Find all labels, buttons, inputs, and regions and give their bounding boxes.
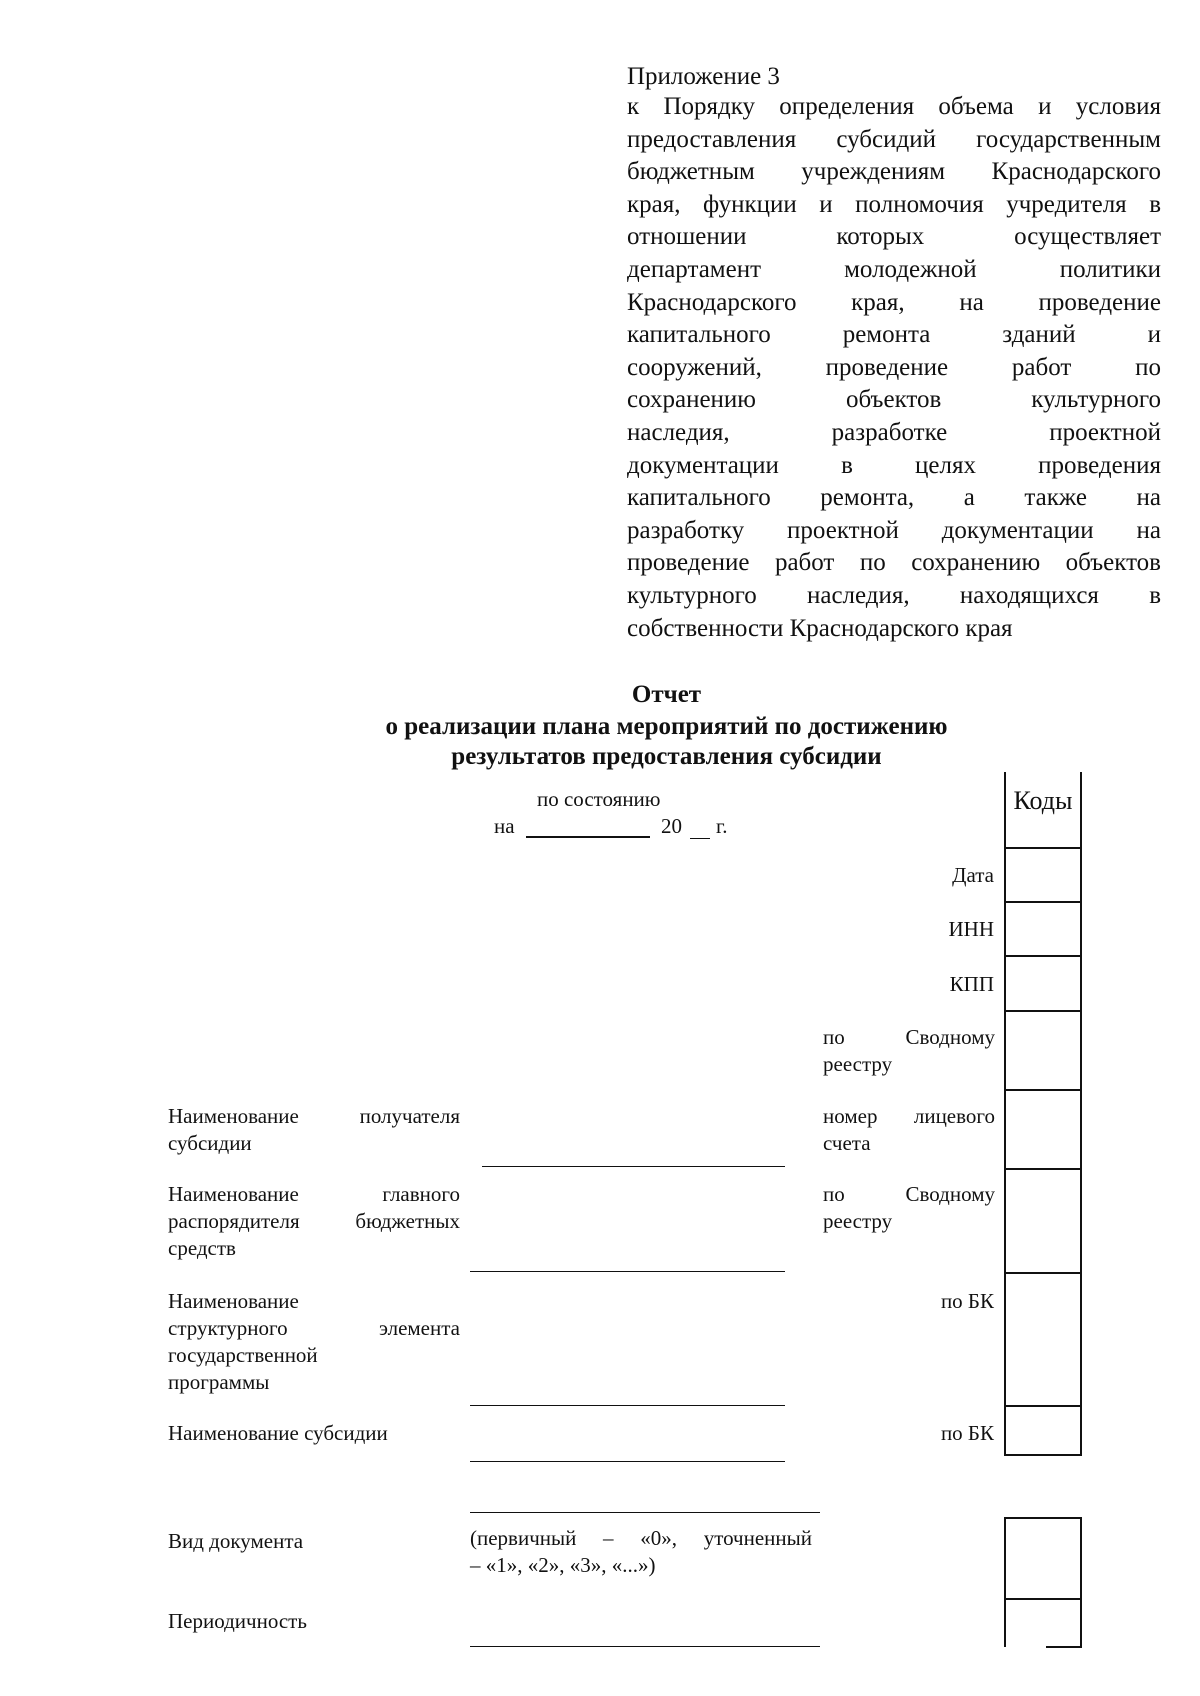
appendix-line: сохранению объектов культурного <box>627 386 1161 414</box>
kpp-code-label: КПП <box>949 972 994 996</box>
subsidy-label: Наименование субсидии <box>168 1421 388 1445</box>
periodicity-label: Периодичность <box>168 1609 307 1633</box>
structural-label-line4: программы <box>168 1370 270 1394</box>
codes-row-divider <box>1004 955 1082 957</box>
manager-label-line2: распорядителя бюджетных <box>168 1209 460 1233</box>
year-blank-line <box>690 838 710 839</box>
doc-codes-top <box>1004 1517 1082 1519</box>
appendix-line: культурного наследия, находящихся в <box>627 582 1161 609</box>
codes-row-divider <box>1004 1089 1082 1091</box>
bk-code-label: по БК <box>940 1289 994 1313</box>
year-suffix: г. <box>716 814 728 838</box>
doc-type-label: Вид документа <box>168 1529 304 1553</box>
registry2-code-label-line1: по Сводному <box>823 1182 995 1206</box>
bk2-code-label: по БК <box>940 1421 994 1445</box>
structural-element-label <box>168 1288 460 1396</box>
account-code-label-line1: номер лицевого <box>823 1104 995 1128</box>
manager-label-line1: Наименование главного <box>168 1182 460 1206</box>
account-code-label <box>823 1103 995 1157</box>
report-subtitle-line1: о реализации плана мероприятий по достижению <box>385 713 948 740</box>
codes-row-divider <box>1004 901 1082 903</box>
recipient-label-line1: Наименование получателя <box>168 1104 460 1128</box>
inn-code-label: ИНН <box>948 917 994 941</box>
manager-blank-line <box>470 1271 785 1272</box>
doc-type-note <box>470 1525 812 1579</box>
appendix-line: капитального ремонта, а также на <box>627 484 1161 512</box>
codes-header: Коды <box>1013 786 1073 815</box>
registry2-code-label-line2: реестру <box>823 1209 893 1233</box>
structural-label-line3: государственной <box>168 1343 318 1367</box>
appendix-line: проведение работ по сохранению объектов <box>627 549 1161 577</box>
as-of-label: по состоянию <box>537 787 661 811</box>
manager-label <box>168 1181 460 1262</box>
date-blank-line <box>526 836 650 838</box>
codes-table <box>1004 772 1082 1454</box>
appendix-line: Краснодарского края, на проведение <box>627 288 1161 316</box>
codes-row-divider <box>1004 1405 1082 1407</box>
codes-row-divider <box>1004 1168 1082 1170</box>
registry-code-label-line1: по Сводному <box>823 1025 995 1049</box>
recipient-blank-line <box>482 1166 785 1167</box>
report-subtitle-line2: результатов предоставления субсидии <box>451 743 882 770</box>
registry-code-label-line2: реестру <box>823 1052 893 1076</box>
manager-label-line3: средств <box>168 1236 236 1260</box>
date-code-label: Дата <box>952 863 994 887</box>
recipient-label <box>168 1103 460 1157</box>
appendix-line: предоставления субсидий государственным <box>627 125 1161 153</box>
codes-row-divider <box>1004 1454 1082 1456</box>
codes-row-divider <box>1004 1272 1082 1274</box>
doc-codes-box <box>1004 1517 1082 1647</box>
appendix-line: сооружений, проведение работ по <box>627 353 1161 381</box>
structural-blank-line <box>470 1405 785 1406</box>
recipient-label-line2: субсидии <box>168 1131 252 1155</box>
on-label: на <box>494 814 515 838</box>
periodicity-blank-line <box>470 1646 820 1647</box>
doc-codes-divider <box>1004 1598 1082 1600</box>
doc-type-blank-line <box>470 1512 820 1513</box>
appendix-line: бюджетным учреждениям Краснодарского <box>627 158 1161 186</box>
doc-codes-bottom <box>1046 1646 1082 1648</box>
appendix-title: Приложение 3 <box>627 63 780 90</box>
doc-type-note-line2: – «1», «2», «3», «...») <box>470 1553 656 1577</box>
appendix-line: к Порядку определения объема и условия <box>627 93 1161 120</box>
subsidy-blank-line <box>470 1461 785 1462</box>
codes-row-divider <box>1004 1010 1082 1012</box>
appendix-line: края, функции и полномочия учредителя в <box>627 190 1161 218</box>
registry-code-label <box>823 1024 995 1078</box>
account-code-label-line2: счета <box>823 1131 871 1155</box>
registry2-code-label <box>823 1181 995 1235</box>
year-prefix: 20 <box>661 814 682 838</box>
appendix-line: документации в целях проведения <box>627 451 1161 479</box>
appendix-line: разработку проектной документации на <box>627 516 1161 544</box>
report-title: Отчет <box>631 681 702 708</box>
appendix-line: отношении которых осуществляет <box>627 223 1161 251</box>
structural-label-line1: Наименование <box>168 1289 299 1313</box>
appendix-line: наследия, разработке проектной <box>627 419 1161 446</box>
structural-label-line2: структурного элемента <box>168 1316 460 1340</box>
codes-row-divider <box>1004 847 1082 849</box>
appendix-line: департамент молодежной политики <box>627 256 1161 283</box>
doc-type-note-line1: (первичный – «0», уточненный <box>470 1526 812 1550</box>
appendix-line: капитального ремонта зданий и <box>627 321 1161 349</box>
appendix-line: собственности Краснодарского края <box>627 614 1013 642</box>
